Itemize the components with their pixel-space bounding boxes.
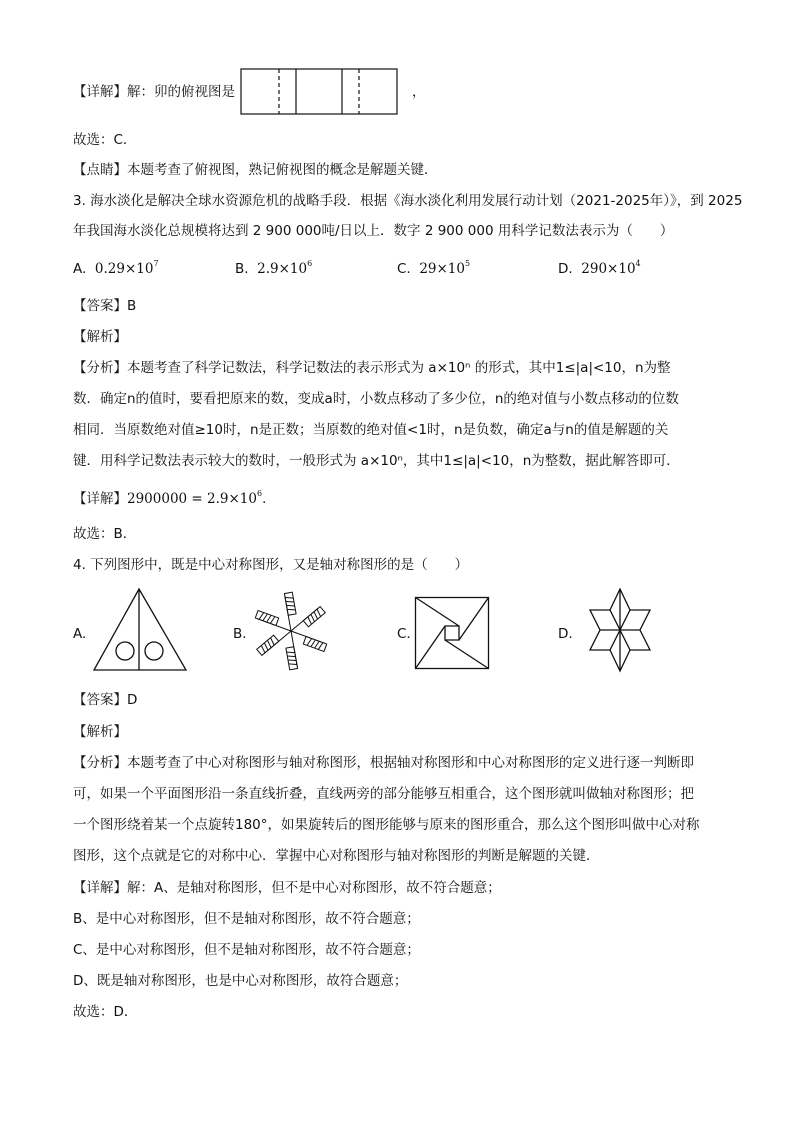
top-view-figure [240,68,400,116]
q3-analysis-line: 键．用科学记数法表示较大的数时，一般形式为 a×10ⁿ，其中1≤|a|<10，n为整数，据此解答即可． [73,453,680,469]
q4-analysis-line: 可，如果一个平面图形沿一条直线折叠，直线两旁的部分能够互相重合，这个图形就叫做轴对称图形；把 [73,786,694,802]
q3-detail: 【详解】$2900000 = 2.9\times 10^6$． [73,489,276,507]
q3-choose: 故选：B． [73,526,137,542]
figure-d-label: D. [558,626,573,642]
q4-detail-line: D、既是轴对称图形，也是中心对称图形，故符合题意； [73,973,408,989]
q4-answer: 【答案】D [73,692,138,708]
figure-a-triangle-circles [92,587,188,673]
q4-detail-line: C、是中心对称图形，但不是轴对称图形，故不符合题意； [73,942,420,958]
figure-c-square-pinwheel [414,596,490,670]
q3-analysis-title: 【解析】 [73,329,127,345]
q4-analysis-line: 图形，这个点就是它的对称中心．掌握中心对称图形与轴对称图形的判断是解题的关键． [73,848,600,864]
q3-analysis-line: 数．确定n的值时，要看把原来的数，变成a时，小数点移动了多少位，n的绝对值与小数点移动的位数 [73,391,679,407]
figure-a-label: A. [73,626,87,642]
q3-answer: 【答案】B [73,298,137,314]
q4-stem: 4. 下列图形中，既是中心对称图形，又是轴对称图形的是（ ） [73,557,469,573]
figure-b-pinwheel [250,590,332,672]
q3-option-a: A. $0.29\times 10^7$ [73,259,159,277]
q3-option-c: C. $29\times 10^5$ [397,259,471,277]
q2-detail-suffix: ， [412,84,426,100]
q3-option-d: D. $290\times 10^4$ [558,259,641,277]
q4-detail-line: B、是中心对称图形，但不是轴对称图形，故不符合题意； [73,911,420,927]
q2-choose: 故选：C． [73,132,137,148]
figure-c-label: C. [397,626,411,642]
q2-comment: 【点睛】本题考查了俯视图，熟记俯视图的概念是解题关键． [73,162,438,178]
figure-d-rhombus-star [578,587,662,673]
q3-stem-line2: 年我国海水淡化总规模将达到 2 900 000吨/日以上．数字 2 900 000 用科学记数法表示为（ ） [73,223,674,239]
q3-option-b: B. $2.9\times 10^6$ [235,259,313,277]
q3-stem-line1: 3. 海水淡化是解决全球水资源危机的战略手段．根据《海水淡化利用发展行动计划（2021-2025年）》，到 2025 [73,193,743,209]
q4-detail-line: 【详解】解：A、是轴对称图形，但不是中心对称图形，故不符合题意； [73,880,501,896]
figure-b-label: B. [233,626,247,642]
q4-analysis-title: 【解析】 [73,724,127,740]
q3-analysis-line: 【分析】本题考查了科学记数法，科学记数法的表示形式为 a×10ⁿ 的形式，其中1≤|a|<10，n为整 [73,360,671,376]
q4-analysis-line: 一个图形绕着某一个点旋转180°，如果旋转后的图形能够与原来的图形重合，那么这个图形叫做中心对称 [73,817,700,833]
q4-choose: 故选：D． [73,1004,138,1020]
q2-detail-prefix: 【详解】解：卯的俯视图是 [73,84,235,100]
q2-detail-line [73,82,235,102]
q4-analysis-line: 【分析】本题考查了中心对称图形与轴对称图形，根据轴对称图形和中心对称图形的定义进行逐一判断即 [73,755,694,771]
q3-analysis-line: 相同．当原数绝对值≥10时，n是正数；当原数的绝对值<1时，n是负数，确定a与n的值是解题的关 [73,422,669,438]
